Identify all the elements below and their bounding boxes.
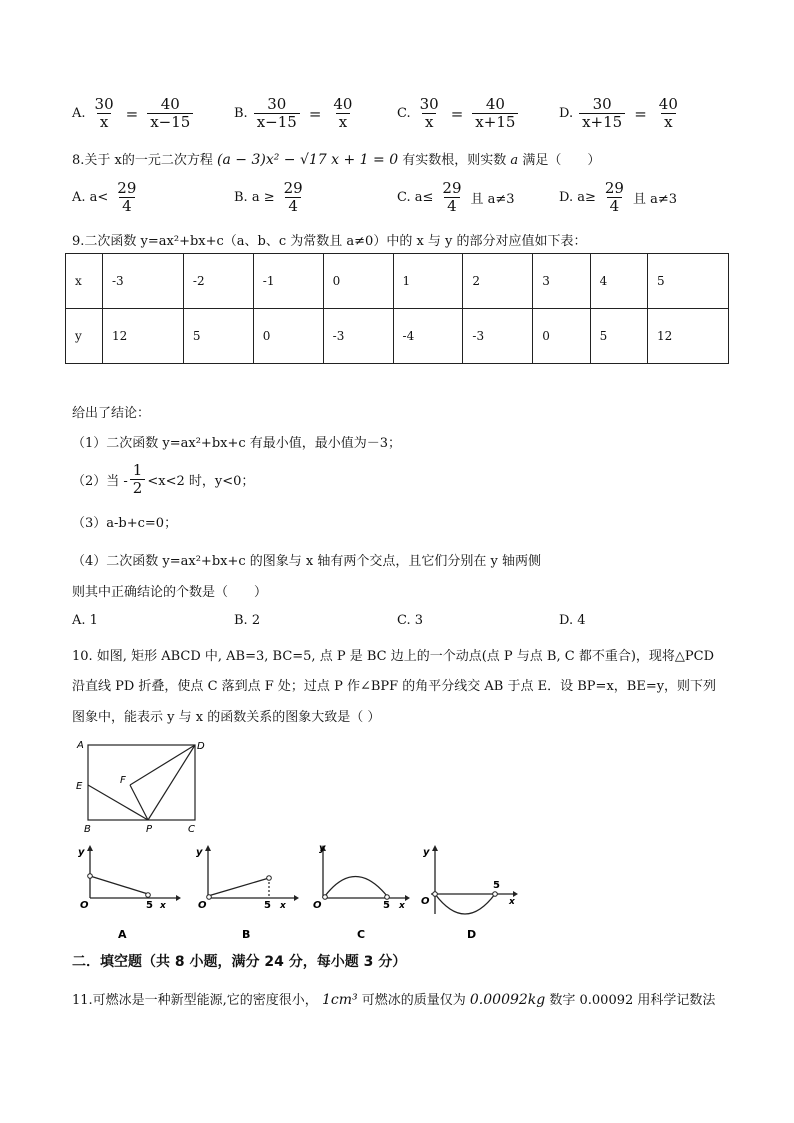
q9-intro: 给出了结论： (72, 406, 151, 421)
table-header-cell: x (66, 254, 103, 309)
fraction: $\frac{40}{x+15}$ (472, 96, 518, 131)
table-cell: 0 (253, 309, 323, 364)
origin-label: O (313, 900, 322, 911)
q10-line-3: 图象中，能表示 y 与 x 的函数关系的图象大致是（ ） (72, 710, 381, 725)
table-header-cell: y (66, 309, 103, 364)
table-cell: 4 (590, 254, 647, 309)
label-a: A (77, 740, 84, 751)
q9-option-a: A. 1 (72, 613, 98, 628)
graph-curve (435, 894, 495, 914)
y-arrow-icon (205, 845, 211, 851)
q10-line-1: 10. 如图, 矩形 ABCD 中, AB=3, BC=5, 点 P 是 BC 边上的一个动点(点 P 与点 B, C 都不重合)，现将△PCD (72, 649, 715, 664)
graph-caption: D (467, 928, 477, 941)
q8-option-b: B. a ≥ $\frac{29}{4}$ (234, 180, 312, 215)
q9-option-b: B. 2 (234, 613, 261, 628)
origin-label: O (421, 896, 430, 907)
x-label: x (280, 901, 286, 911)
label-p: P (146, 824, 153, 835)
table-row-x (66, 254, 729, 309)
q9-option-c: C. 3 (397, 613, 424, 628)
fraction: $\frac{29}{4}$ (442, 179, 462, 215)
y-label: y (423, 847, 430, 858)
open-point (88, 874, 93, 879)
y-arrow-icon (87, 845, 93, 851)
table-row-y (66, 309, 729, 364)
rectangle-figure (70, 735, 220, 835)
tick-label: 5 (146, 900, 153, 911)
fraction: $\frac{29}{4}$ (117, 179, 137, 215)
fraction: $\frac{30}{x+15}$ (579, 96, 625, 131)
open-point (146, 893, 151, 898)
table-cell: -3 (103, 254, 184, 309)
fraction: $\frac{40}{x}$ (333, 95, 353, 131)
x-label: x (399, 901, 405, 911)
graph-d (413, 842, 523, 942)
fraction: $\frac{40}{x-15}$ (147, 96, 193, 131)
fraction: $\frac{29}{4}$ (604, 179, 624, 215)
open-point (323, 895, 328, 900)
section-heading: 二．填空题（共 8 小题，满分 24 分，每小题 3 分） (72, 954, 407, 970)
q9-question: 则其中正确结论的个数是（ ） (72, 585, 268, 600)
table-cell: 5 (183, 309, 253, 364)
q10-line-2: 沿直线 PD 折叠，使点 C 落到点 F 处；过点 P 作∠BPF 的角平分线交 AB 于点 E．设 BP=x，BE=y，则下列 (72, 679, 717, 694)
label-d: D (197, 741, 205, 752)
open-point (493, 892, 498, 897)
graph-caption: A (118, 928, 127, 941)
fraction: $\frac{30}{x}$ (419, 95, 439, 131)
fraction: $\frac{30}{x-15}$ (254, 96, 300, 131)
open-point (385, 895, 390, 900)
graph-caption: B (242, 928, 251, 941)
label-b: B (84, 824, 91, 835)
q9-stem: 9.二次函数 y=ax²+bx+c（a、b、c 为常数且 a≠0）中的 x 与 y 的部分对应值如下表： (72, 234, 587, 249)
origin-label: O (80, 900, 89, 911)
q8-option-a: A. a< $\frac{29}{4}$ (72, 180, 145, 215)
table-cell: 0 (533, 309, 590, 364)
graph-b (190, 842, 300, 942)
table-cell: -2 (183, 254, 253, 309)
graph-c (305, 842, 415, 942)
table-cell: 1 (393, 254, 463, 309)
label-c: C (188, 824, 195, 835)
y-label: y (319, 843, 326, 854)
q8-option-c: C. a≤ $\frac{29}{4}$ 且 a≠3 (397, 179, 515, 215)
tick-label: 5 (264, 900, 271, 911)
segment-fd (130, 745, 195, 785)
fraction: $\frac{1}{2}$ (130, 462, 146, 497)
table-cell: 12 (103, 309, 184, 364)
open-point (433, 892, 438, 897)
q9-conclusion-2: （2）当 - $\frac{1}{2}$ <x<2 时，y<0； (72, 461, 255, 497)
q7-option-d: D. $\frac{30}{x+15}$ = $\frac{40}{x}$ (559, 96, 683, 131)
q8-option-d: D. a≥ $\frac{29}{4}$ 且 a≠3 (559, 179, 678, 215)
graph-caption: C (357, 928, 366, 941)
table-cell: 5 (590, 309, 647, 364)
rectangle-abcd (88, 745, 195, 820)
graph-curve (90, 876, 148, 894)
q7-option-b: B. $\frac{30}{x-15}$ = $\frac{40}{x}$ (234, 96, 357, 131)
table-cell: -3 (323, 309, 393, 364)
q7-option-a: A. $\frac{30}{x}$ = $\frac{40}{x-15}$ (72, 96, 195, 131)
fraction: $\frac{29}{4}$ (283, 179, 303, 215)
origin-label: O (198, 900, 207, 911)
x-arrow-icon (294, 895, 299, 901)
graph-curve (208, 878, 269, 896)
x-label: x (509, 897, 515, 907)
fraction: $\frac{30}{x}$ (94, 95, 114, 131)
y-label: y (78, 847, 85, 858)
open-point (267, 876, 272, 881)
table-cell: 3 (533, 254, 590, 309)
table-cell: -1 (253, 254, 323, 309)
q9-conclusion-4: （4）二次函数 y=ax²+bx+c 的图象与 x 轴有两个交点，且它们分别在 y 轴两侧 (72, 554, 541, 569)
table-cell: 0 (323, 254, 393, 309)
y-label: y (196, 847, 203, 858)
tick-label: 5 (493, 880, 500, 891)
q7-option-c: C. $\frac{30}{x}$ = $\frac{40}{x+15}$ (397, 96, 520, 131)
table-cell: -4 (393, 309, 463, 364)
x-arrow-icon (405, 895, 410, 901)
tick-label: 5 (383, 900, 390, 911)
table-cell: -3 (463, 309, 533, 364)
graph-curve (325, 877, 387, 897)
q9-conclusion-3: （3）a-b+c=0； (72, 516, 178, 531)
q9-conclusion-1: （1）二次函数 y=ax²+bx+c 有最小值，最小值为－3； (72, 436, 402, 451)
q11-stem: 11.可燃冰是一种新型能源,它的密度很小， 1cm³ 可燃冰的质量仅为 0.00092kg 数字 0.00092 用科学记数法 (72, 992, 716, 1008)
table-cell: 5 (648, 254, 729, 309)
open-point (207, 895, 212, 900)
q9-option-d: D. 4 (559, 613, 586, 628)
x-arrow-icon (176, 895, 181, 901)
x-label: x (160, 901, 166, 911)
table-cell: 12 (648, 309, 729, 364)
q8-stem: 8.关于 x的一元二次方程 (a − 3)x² − √17 x + 1 = 0 有实数根，则实数 a 满足（ ） (72, 152, 601, 168)
label-e: E (76, 781, 83, 792)
segment-pd (148, 745, 195, 820)
y-arrow-icon (432, 845, 438, 851)
graph-a (72, 842, 182, 942)
value-table (65, 253, 729, 364)
label-f: F (120, 775, 126, 786)
table-cell: 2 (463, 254, 533, 309)
fraction: $\frac{40}{x}$ (658, 95, 678, 131)
